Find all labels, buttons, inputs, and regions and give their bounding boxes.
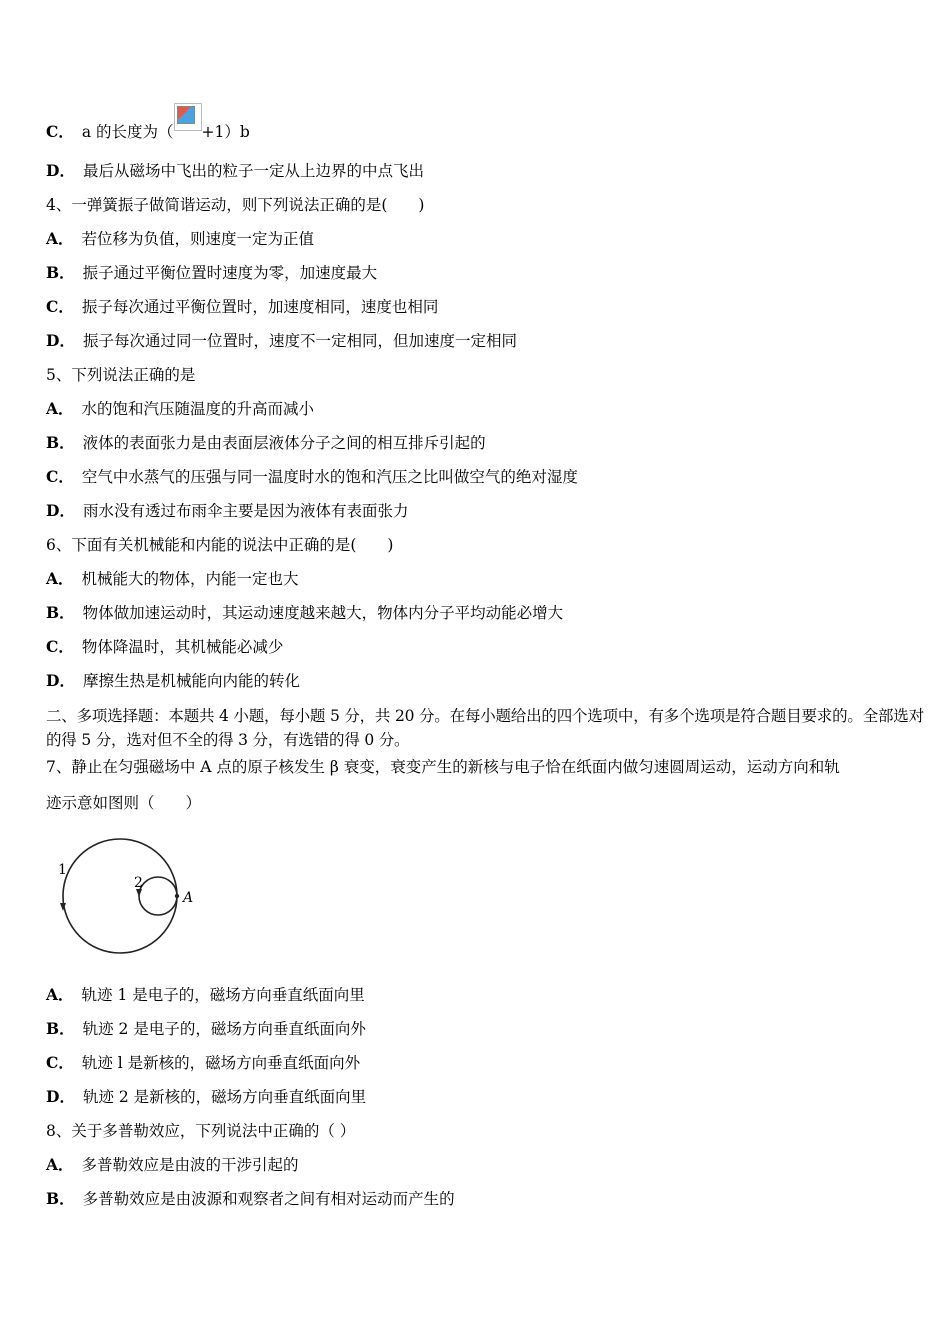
q6-stem: 6、下面有关机械能和内能的说法中正确的是( ) (46, 536, 394, 554)
q3-option-d (46, 160, 424, 182)
option-label: D． (46, 331, 75, 350)
option-label: B． (46, 433, 75, 452)
q5-option-c (46, 466, 578, 488)
option-text: 空气中水蒸气的压强与同一温度时水的饱和汽压之比叫做空气的绝对湿度 (81, 468, 578, 486)
q3-option-c (46, 113, 250, 143)
option-label: A． (46, 985, 74, 1004)
option-label: D． (46, 671, 75, 690)
option-label: A． (46, 569, 74, 588)
q4-stem: 4、一弹簧振子做简谐运动，则下列说法正确的是( ) (46, 196, 425, 214)
option-text: 最后从磁场中飞出的粒子一定从上边界的中点飞出 (82, 162, 424, 180)
section-heading: 二、多项选择题：本题共 4 小题，每小题 5 分，共 20 分。在每小题给出的四个选项中，有多个选项是符合题目要求的。全部选对的得 5 分，选对但不全的得 3 分，有选错的得 0 分。 (46, 707, 924, 749)
q4-option-b (46, 262, 377, 284)
option-label: C． (46, 122, 74, 141)
option-text: 雨水没有透过布雨伞主要是因为液体有表面张力 (82, 502, 409, 520)
q5-option-d (46, 500, 408, 522)
option-label: D． (46, 501, 75, 520)
option-label: C． (46, 1053, 74, 1072)
option-text: 若位移为负值，则速度一定为正值 (81, 230, 315, 248)
broken-image-icon (174, 103, 202, 131)
q6-option-d (46, 670, 300, 692)
option-label: D． (46, 1087, 75, 1106)
q8-stem: 8、关于多普勒效应，下列说法中正确的（ ） (46, 1122, 356, 1140)
option-text: 轨迹 1 是电子的，磁场方向垂直纸面向里 (81, 986, 365, 1004)
option-text: 振子每次通过平衡位置时，加速度相同，速度也相同 (81, 298, 439, 316)
q7-option-d (46, 1086, 366, 1108)
option-text: 物体降温时，其机械能必减少 (81, 638, 284, 656)
q6-option-a (46, 568, 299, 590)
q7-option-b (46, 1018, 366, 1040)
option-text: 轨迹 2 是新核的，磁场方向垂直纸面向里 (82, 1088, 367, 1106)
q8-option-b (46, 1188, 455, 1210)
q7-option-c (46, 1052, 360, 1074)
option-label: B． (46, 263, 75, 282)
option-text: 物体做加速运动时，其运动速度越来越大，物体内分子平均动能必增大 (82, 604, 564, 622)
option-label: A． (46, 229, 74, 248)
option-label: C． (46, 637, 74, 656)
option-label: A． (46, 1155, 74, 1174)
q6-option-b (46, 602, 563, 624)
q5-stem: 5、下列说法正确的是 (46, 366, 196, 384)
label-a: A (183, 890, 194, 906)
trajectory-circle-1 (63, 839, 177, 953)
trajectory-figure (50, 826, 200, 958)
q5-option-b (46, 432, 486, 454)
label-1: 1 (58, 862, 67, 878)
option-text: 轨迹 l 是新核的，磁场方向垂直纸面向外 (81, 1054, 361, 1072)
q6-option-c (46, 636, 283, 658)
option-text: 振子每次通过同一位置时，速度不一定相同，但加速度一定相同 (82, 332, 517, 350)
q4-option-a (46, 228, 314, 250)
option-text: 摩擦生热是机械能向内能的转化 (82, 672, 300, 690)
option-label: B． (46, 1019, 75, 1038)
option-text: 水的饱和汽压随温度的升高而减小 (81, 400, 315, 418)
q7-stem-line2: 迹示意如图则（ ） (46, 794, 202, 812)
option-text: 多普勒效应是由波源和观察者之间有相对运动而产生的 (82, 1190, 455, 1208)
q8-option-a (46, 1154, 299, 1176)
option-text: 轨迹 2 是电子的，磁场方向垂直纸面向外 (82, 1020, 366, 1038)
option-text: 多普勒效应是由波的干涉引起的 (81, 1156, 299, 1174)
option-label: D． (46, 161, 75, 180)
option-text: 振子通过平衡位置时速度为零，加速度最大 (82, 264, 378, 282)
option-label: B． (46, 603, 75, 622)
q4-option-d (46, 330, 517, 352)
q7-stem-line1: 7、静止在匀强磁场中 A 点的原子核发生 β 衰变，衰变产生的新核与电子恰在纸面内做匀速圆周运动，运动方向和轨 (46, 758, 840, 776)
option-text-part2: +1）b (201, 123, 250, 141)
trajectory-circle-2 (139, 877, 177, 915)
option-text: 机械能大的物体，内能一定也大 (81, 570, 299, 588)
q4-option-c (46, 296, 438, 318)
label-2: 2 (134, 875, 143, 891)
q5-option-a (46, 398, 314, 420)
option-label: A． (46, 399, 74, 418)
point-a (175, 894, 179, 898)
option-text-part1: a 的长度为（ (81, 123, 174, 141)
option-text: 液体的表面张力是由表面层液体分子之间的相互排斥引起的 (82, 434, 486, 452)
q7-option-a (46, 984, 365, 1006)
option-label: B． (46, 1189, 75, 1208)
option-label: C． (46, 297, 74, 316)
option-label: C． (46, 467, 74, 486)
